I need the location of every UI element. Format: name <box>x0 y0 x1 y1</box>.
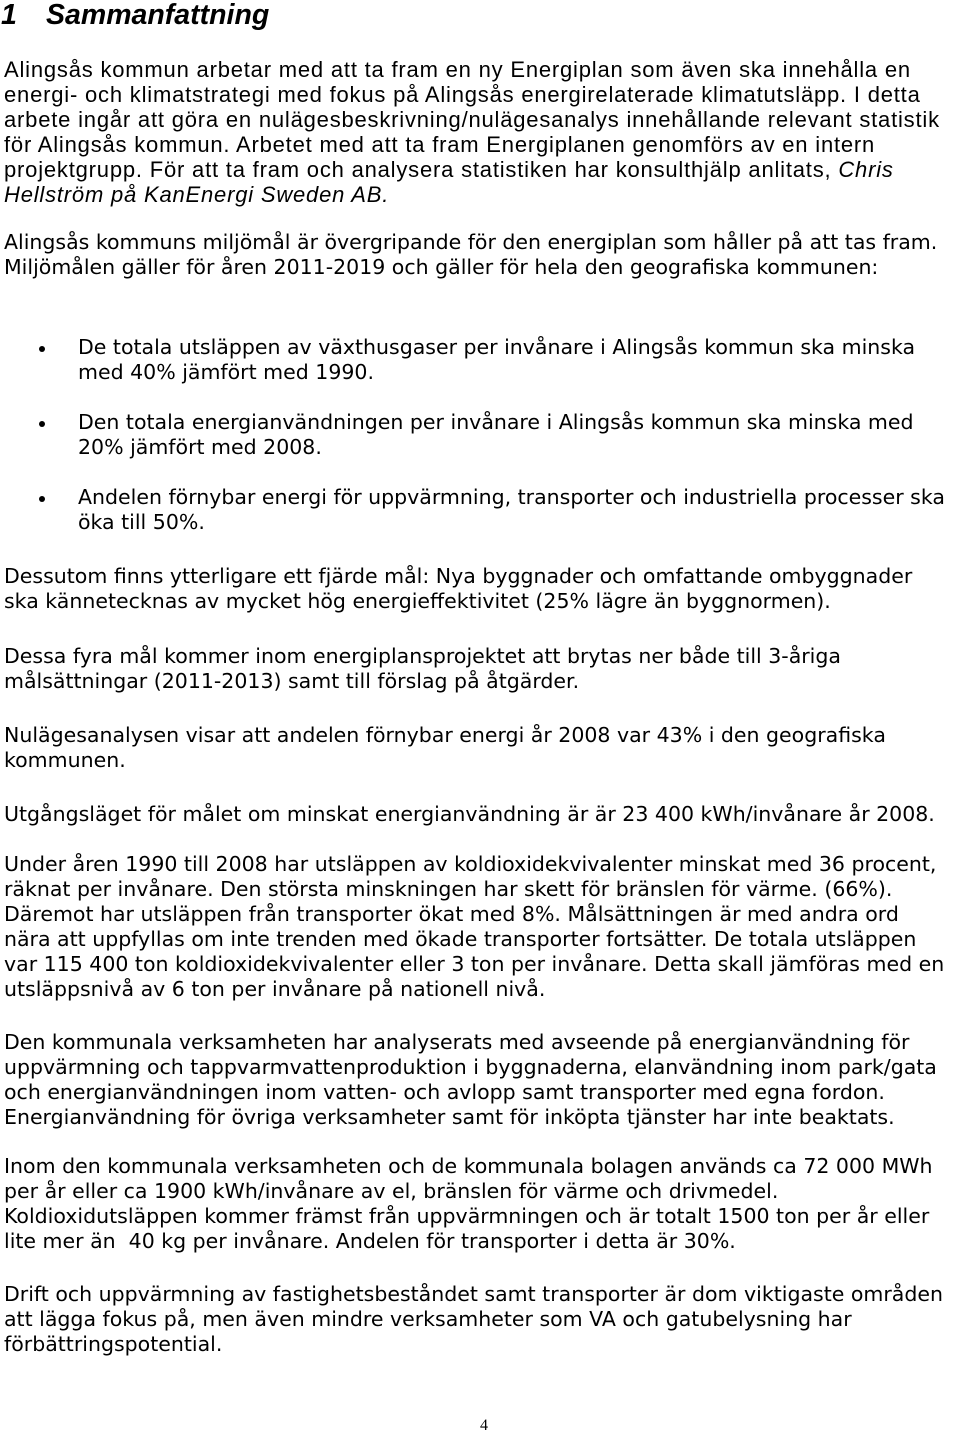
page-number: 4 <box>480 1417 488 1434</box>
body-paragraph <box>4 644 958 694</box>
goal-list-item <box>0 485 958 535</box>
text-line: Alingsås kommun arbetar med att ta fram en ny Energiplan som även ska innehålla en <box>4 57 911 82</box>
goal-text <box>78 410 958 460</box>
text-line: var 115 400 ton koldioxidekvivalenter eller 3 ton per invånare. Detta skall jämföras med en <box>4 952 945 976</box>
section-heading <box>0 0 400 30</box>
text-line: per år eller ca 1900 kWh/invånare av el, bränslen för värme och drivmedel. <box>4 1179 779 1203</box>
text-line: Energianvändning för övriga verksamheter samt för inköpta tjänster har inte beaktats. <box>4 1105 895 1129</box>
text-line <box>4 157 958 182</box>
text-line: Under åren 1990 till 2008 har utsläppen av koldioxidekvivalenter minskat med 36 procent, <box>4 852 937 876</box>
text-line: energi- och klimatstrategi med fokus på Alingsås energirelaterade klimatutsläpp. I detta <box>4 82 921 107</box>
body-paragraph <box>4 1282 958 1357</box>
text-line: 20% jämfört med 2008. <box>78 435 322 459</box>
body-paragraph <box>4 723 958 773</box>
goal-text <box>78 335 958 385</box>
section-number: 1 <box>1 0 17 31</box>
text-line: arbete ingår att göra en nulägesbeskrivning/nulägesanalys innehållande relevant statistik <box>4 107 940 132</box>
text-line: Alingsås kommuns miljömål är övergripande för den energiplan som håller på att tas fram. <box>4 230 938 254</box>
text-line: Dessutom finns ytterligare ett fjärde mål: Nya byggnader och omfattande ombyggnader <box>4 564 913 588</box>
text-line: och energianvändningen inom vatten- och avlopp samt transporter med egna fordon. <box>4 1080 885 1104</box>
intro-paragraph <box>4 57 958 207</box>
text-line: Dessa fyra mål kommer inom energiplansprojektet att brytas ner både till 3-åriga <box>4 644 841 668</box>
text-line: utsläppsnivå av 6 ton per invånare på nationell nivå. <box>4 977 546 1001</box>
text-line: uppvärmning och tappvarmvattenproduktion i byggnaderna, elanvändning inom park/gata <box>4 1055 937 1079</box>
text-line: Den kommunala verksamheten har analyserats med avseende på energianvändning för <box>4 1030 910 1054</box>
body-paragraph <box>4 1154 958 1254</box>
text-line: att lägga fokus på, men även mindre verksamheter som VA och gatubelysning har <box>4 1307 852 1331</box>
text-segment: projektgrupp. För att ta fram och analysera statistiken har konsulthjälp anlitats, <box>4 157 839 182</box>
text-line: kommunen. <box>4 748 126 772</box>
body-paragraph <box>4 852 958 1002</box>
text-line: med 40% jämfört med 1990. <box>78 360 374 384</box>
text-line: Inom den kommunala verksamheten och de kommunala bolagen används ca 72 000 MWh <box>4 1154 933 1178</box>
text-line: Utgångsläget för målet om minskat energianvändning är är 23 400 kWh/invånare år 2008. <box>4 802 935 826</box>
text-line: Nulägesanalysen visar att andelen förnybar energi år 2008 var 43% i den geografiska <box>4 723 886 747</box>
text-line: Andelen förnybar energi för uppvärmning, transporter och industriella processer ska <box>78 485 945 509</box>
goal-text <box>78 485 958 535</box>
bullet-marker <box>39 346 45 352</box>
goal-list-item <box>0 335 958 385</box>
text-line: De totala utsläppen av växthusgaser per invånare i Alingsås kommun ska minska <box>78 335 916 359</box>
consultant-first-name: Chris <box>838 157 894 182</box>
goals-lead-paragraph <box>4 230 958 280</box>
body-paragraph <box>4 564 958 614</box>
text-line: räknat per invånare. Den största minskningen har skett för bränslen för värme. (66%). <box>4 877 893 901</box>
body-paragraph <box>4 1030 958 1130</box>
text-line: målsättningar (2011-2013) samt till förslag på åtgärder. <box>4 669 580 693</box>
text-line: Koldioxidutsläppen kommer främst från uppvärmningen och är totalt 1500 ton per år eller <box>4 1204 930 1228</box>
text-line: för Alingsås kommun. Arbetet med att ta fram Energiplanen genomförs av en intern <box>4 132 876 157</box>
text-line: Däremot har utsläppen från transporter ökat med 8%. Målsättningen är med andra ord <box>4 902 899 926</box>
text-line: Den totala energianvändningen per invånare i Alingsås kommun ska minska med <box>78 410 914 434</box>
text-line: nära att uppfyllas om inte trenden med ökade transporter fortsätter. De totala utsläppen <box>4 927 917 951</box>
body-paragraph <box>4 802 958 827</box>
section-title: Sammanfattning <box>46 0 270 31</box>
text-line: öka till 50%. <box>78 510 205 534</box>
text-line: Miljömålen gäller för åren 2011-2019 och gäller för hela den geografiska kommunen: <box>4 255 879 279</box>
goal-list-item <box>0 410 958 460</box>
text-line: Drift och uppvärmning av fastighetsbeståndet samt transporter är dom viktigaste områden <box>4 1282 943 1306</box>
text-line <box>4 182 958 207</box>
bullet-marker <box>39 421 45 427</box>
text-line: ska kännetecknas av mycket hög energieffektivitet (25% lägre än byggnormen). <box>4 589 831 613</box>
consultant-company: Hellström på KanEnergi Sweden AB. <box>4 182 390 207</box>
text-line: lite mer än 40 kg per invånare. Andelen för transporter i detta är 30%. <box>4 1229 736 1253</box>
bullet-marker <box>39 496 45 502</box>
text-line: förbättringspotential. <box>4 1332 223 1356</box>
